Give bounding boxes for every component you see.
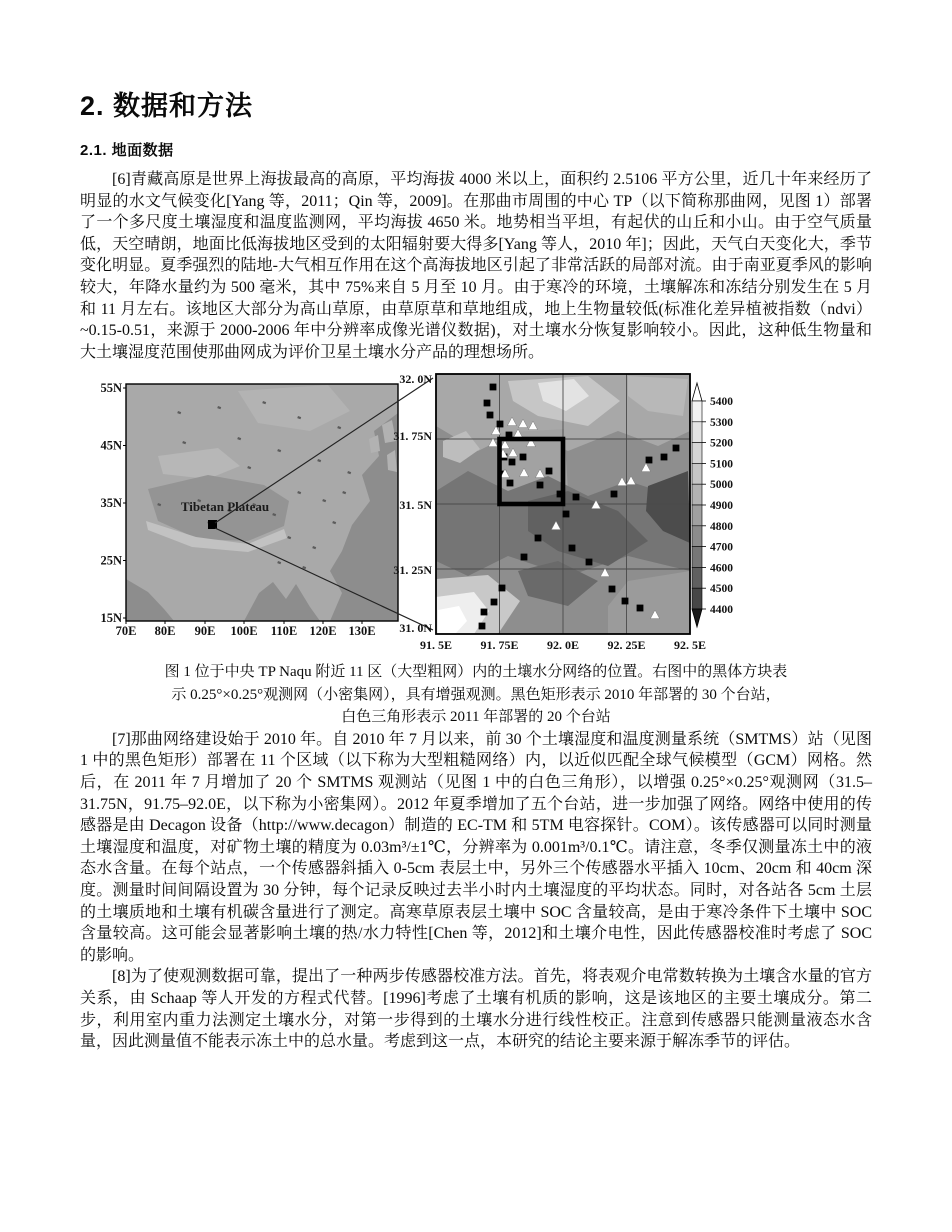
right-map-y-tick: 31. 75N — [393, 429, 432, 444]
colorbar-down-arrow — [692, 609, 702, 627]
colorbar-tick-label: 5400 — [710, 396, 733, 409]
colorbar-tick-label: 4500 — [710, 583, 733, 596]
station-2010 — [569, 545, 576, 552]
station-2010 — [479, 623, 486, 630]
left-map-x-tick: 90E — [194, 624, 216, 639]
right-map-x-tick: 91. 75E — [480, 638, 519, 653]
station-2010 — [497, 421, 504, 428]
station-2010 — [509, 459, 516, 466]
figure-1-map — [88, 371, 760, 659]
colorbar-tick-label: 5000 — [710, 479, 733, 492]
station-2010 — [646, 457, 653, 464]
section-title: 2. 数据和方法 — [80, 91, 254, 121]
right-map-y-tick: 31. 0N — [399, 621, 432, 636]
station-2010 — [491, 599, 498, 606]
left-map-x-tick: 70E — [115, 624, 137, 639]
paragraph-6: [6]青藏高原是世界上海拔最高的高原，平均海拔 4000 米以上，面积约 2.5106 平方公里，近几十年来经历了明显的水文气候变化[Yang 等，2011；Qin 等，2009]。在那曲市周围的中心 TP（以下简称那曲网，见图 1）部署了一个多尺度土壤湿度和温度监测网，平均海拔 4650 米。地势相当平坦，有起伏的山丘和小山。由于空气质量低，天空晴朗，地面比低海拔地区受到的太阳辐射要大得多[Yang 等人，2010 年]；因此，天气白天变化大，季节变化明显。夏季强烈的陆地-大气相互作用在这个高海拔地区引起了非常活跃的局部对流。由于南亚夏季风的影响较大，年降水量约为 500 毫米，其中 75%来自 5 月至 10 月。由于寒冷的环境，土壤解冻和冻结分别发生在 5 月和 11 月左右。该地区大部分为高山草原，由草原草和草地组成，地上生物量较低(标准化差异植被指数（ndvi）~0.15-0.51，来源于 2000-2006 年中分辨率成像光谱仪数据)，对土壤水分恢复影响较小。因此，这种低生物量和大土壤湿度范围使那曲网成为评价卫星土壤水分产品的理想场所。 — [80, 171, 872, 361]
colorbar-tick-label: 4600 — [710, 562, 733, 575]
station-2010 — [622, 598, 629, 605]
station-2010 — [521, 554, 528, 561]
station-2010 — [586, 559, 593, 566]
colorbar-tick-label: 4900 — [710, 500, 733, 513]
left-map-x-tick: 110E — [270, 624, 298, 639]
station-2010 — [661, 454, 668, 461]
station-2010 — [637, 605, 644, 612]
colorbar-tick-label: 4400 — [710, 604, 733, 617]
right-map-y-tick: 31. 25N — [393, 563, 432, 578]
station-2010 — [546, 468, 553, 475]
figure-1 — [88, 371, 872, 659]
station-2010 — [609, 586, 616, 593]
station-2010 — [611, 491, 618, 498]
station-2010 — [673, 445, 680, 452]
station-2010 — [499, 585, 506, 592]
station-2010 — [507, 480, 514, 487]
right-map-x-tick: 92. 0E — [546, 638, 580, 653]
right-map-y-tick: 31. 5N — [399, 498, 432, 513]
station-2010 — [490, 384, 497, 391]
right-map-x-tick: 92. 5E — [673, 638, 707, 653]
paragraph-8: [8]为了使观测数据可靠，提出了一种两步传感器校准方法。首先，将表观介电常数转换为土壤含水量的官方关系，由 Schaap 等人开发的方程式代替。[1996]考虑了土壤有机质的影响，这是该地区的主要土壤成分。第二步，利用室内重力法测定土壤水分，对第一步得到的土壤水分进行线性校正。注意到传感器只能测量液态水含量，因此测量值不能表示冻土中的总水量。考虑到这一点，本研究的结论主要来源于解冻季节的评估。 — [80, 968, 872, 1051]
caption-line-1: 图 1 位于中央 TP Naqu 附近 11 区（大型粗网）内的土壤水分网络的位置。右图中的黑体方块表 — [164, 664, 788, 681]
colorbar-up-arrow — [692, 383, 702, 401]
left-map-y-tick: 25N — [100, 553, 122, 568]
colorbar-tick-label: 4800 — [710, 521, 733, 534]
right-map-x-tick: 92. 25E — [607, 638, 646, 653]
paragraph-7: [7]那曲网络建设始于 2010 年。自 2010 年 7 月以来，前 30 个土壤湿度和温度测量系统（SMTMS）站（见图 1 中的黑色矩形）部署在 11 个区域（以下称为大型粗糙网络）内，以近似匹配全球气候模型（GCM）网格。然后，在 2011 年 7 月增加了 20 个 SMTMS 观测站（见图 1 中的白色三角形），以增强 0.25°×0.25°观测网（31.5–31.75N，91.75–92.0E，以下称为小密集网）。2012 年夏季增加了五个台站，进一步加强了网络。网络中使用的传感器是由 Decagon 设备（http://www.decagon）制造的 EC-TM 和 5TM 电容探针。COM）。该传感器可以同时测量土壤湿度和温度，对矿物土壤的精度为 0.03m³/±1℃，分辨率为 0.001m³/0.1℃。请注意，冬季仅测量冻土中的液态水含量。在每个站点，一个传感器斜插入 0-5cm 表层土中，另外三个传感器水平插入 10cm、20cm 和 40cm 深度。测量时间间隔设置为 30 分钟，每个记录反映过去半小时内土壤湿度的平均状态。同时，对各站各 5cm 土层的土壤质地和土壤有机碳含量进行了测定。高寒草原表层土壤中 SOC 含量较高，是由于寒冷条件下土壤中 SOC 含量较高。这可能会显著影响土壤的热/水力特性[Chen 等，2012]和土壤介电性，因此传感器校准时考虑了 SOC 的影响。 — [80, 730, 872, 964]
caption-line-2: 示 0.25°×0.25°观测网（小密集网），具有增强观测。黑色矩形表示 2010 年部署的 30 个台站， — [171, 686, 781, 703]
colorbar-tick-label: 4700 — [710, 541, 733, 554]
station-2010 — [535, 535, 542, 542]
station-2010 — [520, 454, 527, 461]
station-2010 — [484, 400, 491, 407]
station-2010 — [481, 609, 488, 616]
station-2010 — [563, 511, 570, 518]
left-map-x-tick: 80E — [154, 624, 176, 639]
station-2010 — [573, 494, 580, 501]
left-map-y-tick: 45N — [100, 438, 122, 453]
elevation-colorbar — [692, 383, 733, 627]
right-map-x-tick: 91. 5E — [419, 638, 453, 653]
left-map-y-tick: 55N — [100, 381, 122, 396]
colorbar-tick-label: 5100 — [710, 458, 733, 471]
left-map-y-tick: 15N — [100, 611, 122, 626]
left-map-y-tick: 35N — [100, 496, 122, 511]
station-2010 — [487, 412, 494, 419]
colorbar-tick-label: 5200 — [710, 437, 733, 450]
figure-1-caption — [126, 661, 826, 729]
right-map-y-tick: 32. 0N — [399, 372, 432, 387]
tibetan-plateau-label: Tibetan Plateau — [180, 499, 270, 515]
caption-line-3: 白色三角形表示 2011 年部署的 20 个台站 — [341, 709, 611, 726]
left-map-x-tick: 120E — [309, 624, 337, 639]
left-map-x-tick: 130E — [348, 624, 376, 639]
station-2010 — [537, 482, 544, 489]
left-map-x-tick: 100E — [230, 624, 258, 639]
colorbar-tick-label: 5300 — [710, 417, 733, 430]
subsection-title: 2.1. 地面数据 — [80, 142, 174, 159]
